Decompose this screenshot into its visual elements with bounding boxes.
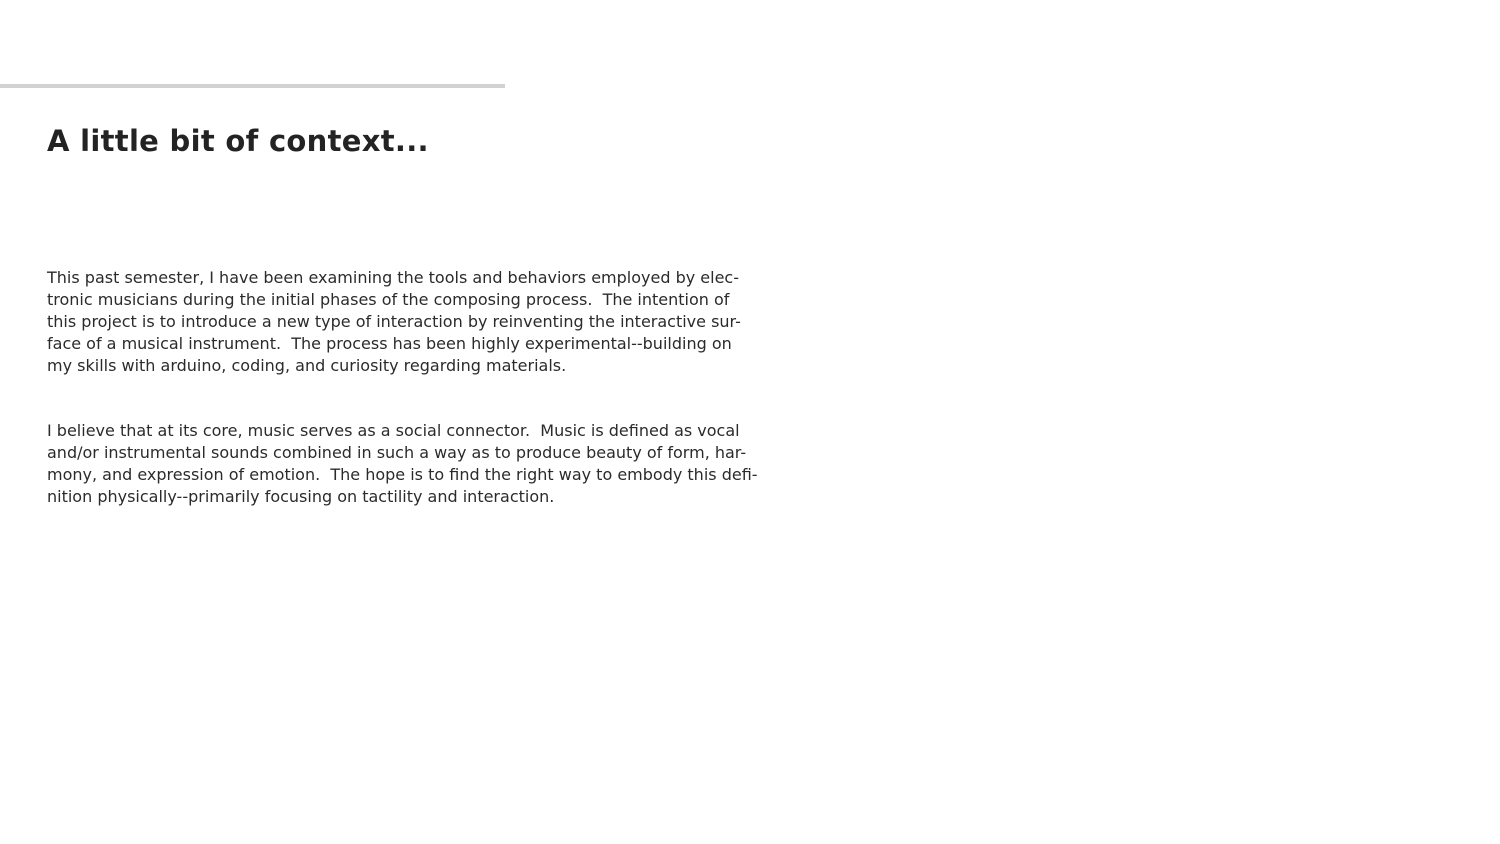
body-paragraph-2 [47,420,767,508]
paragraph-line: mony, and expression of emotion. The hope is to find the right way to embody this defi- [47,465,758,484]
paragraph-line: nition physically--primarily focusing on tactility and interaction. [47,487,555,506]
slide-title: A little bit of context... [47,124,429,158]
paragraph-line: my skills with arduino, coding, and curiosity regarding materials. [47,356,567,375]
paragraph-line: and/or instrumental sounds combined in such a way as to produce beauty of form, har- [47,443,747,462]
header-divider [0,84,505,88]
paragraph-line: face of a musical instrument. The process has been highly experimental--building on [47,334,732,353]
paragraph-line: This past semester, I have been examining the tools and behaviors employed by elec- [47,268,739,287]
body-paragraph-1 [47,267,767,377]
paragraph-line: tronic musicians during the initial phases of the composing process. The intention of [47,290,730,309]
paragraph-line: this project is to introduce a new type of interaction by reinventing the interactive sur- [47,312,741,331]
paragraph-line: I believe that at its core, music serves as a social connector. Music is defined as vocal [47,421,740,440]
